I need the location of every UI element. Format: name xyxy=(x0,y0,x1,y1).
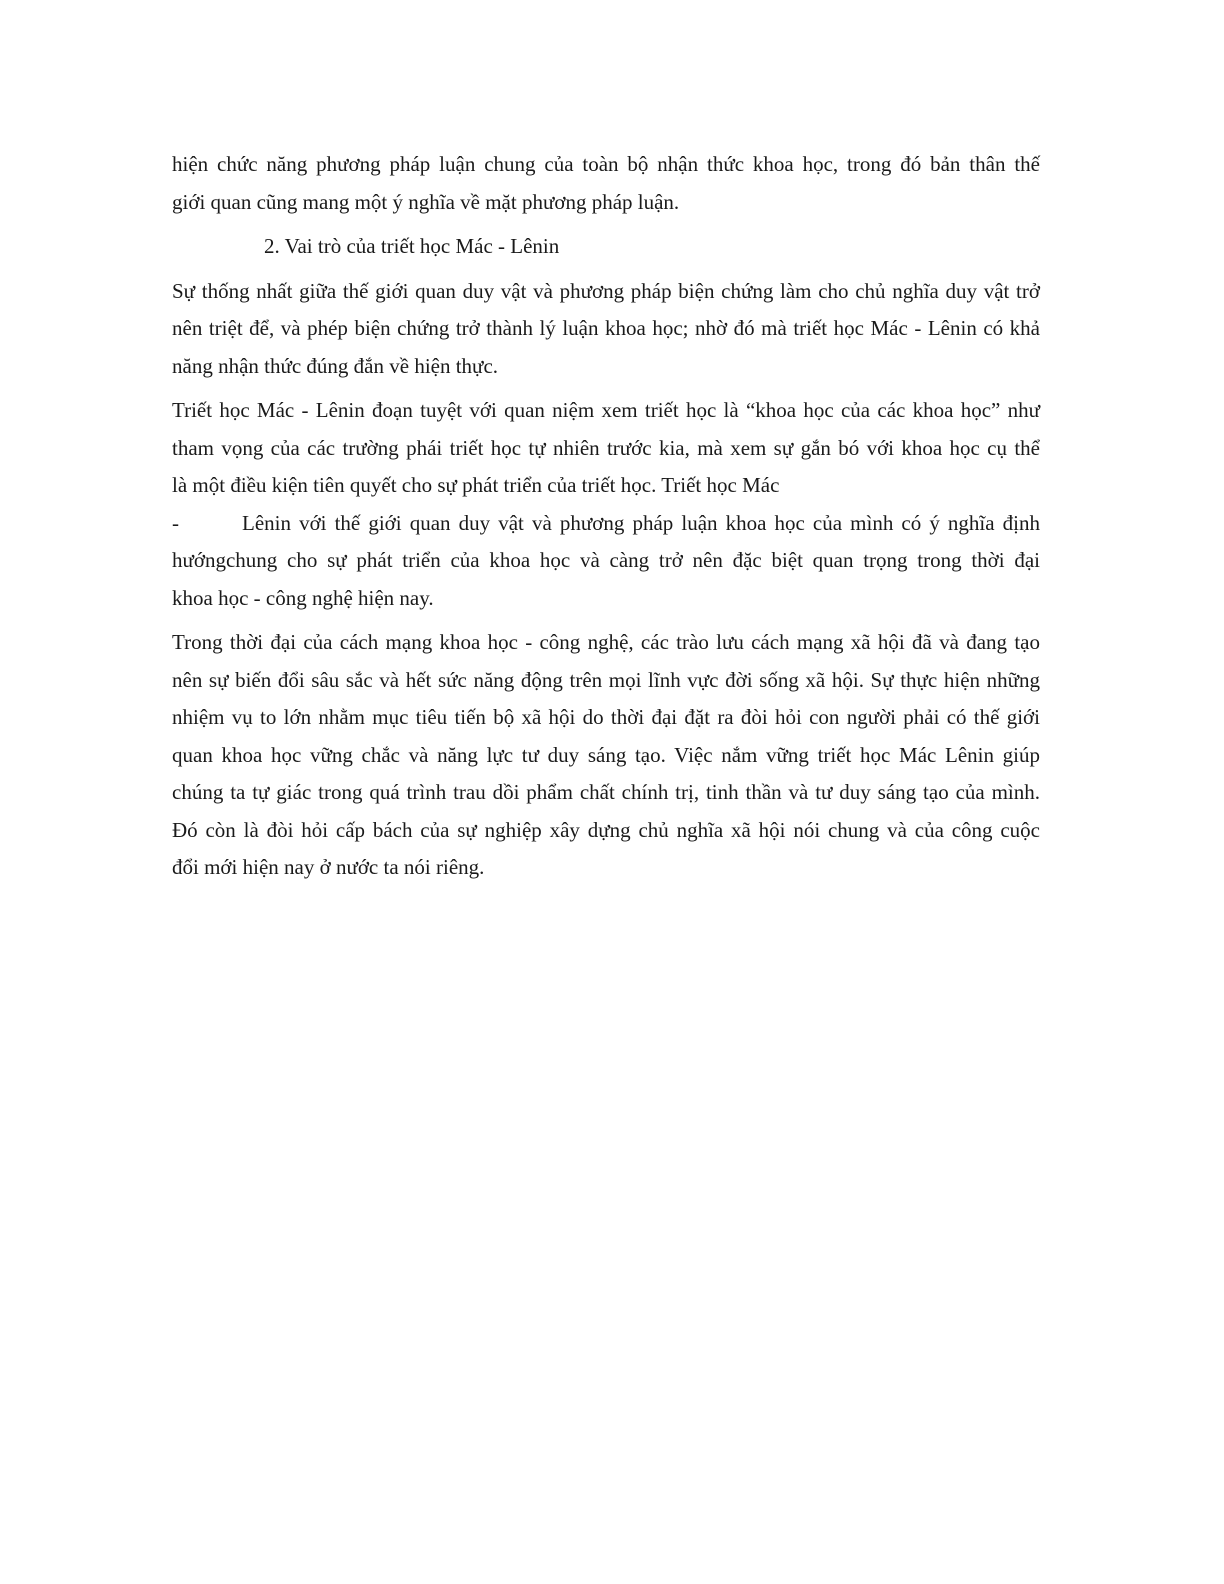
paragraph-line: Sự thống nhất giữa thế giới quan duy vật và phương pháp biện chứng làm cho chủ nghĩa duy vật trở xyxy=(172,278,1040,303)
paragraph-line: giới quan cũng mang một ý nghĩa về mặt phương pháp luận. xyxy=(172,189,680,214)
heading-text: 2. Vai trò của triết học Mác - Lênin xyxy=(264,234,560,258)
paragraph-line: hướngchung cho sự phát triển của khoa học và càng trở nên đặc biệt quan trọng trong thời đại xyxy=(172,548,1040,572)
paragraph-1 xyxy=(172,146,1040,221)
paragraph-line: Lênin với thế giới quan duy vật và phương pháp luận khoa học của mình có ý nghĩa định xyxy=(242,510,1040,535)
paragraph-line: chúng ta tự giác trong quá trình trau dồi phẩm chất chính trị, tinh thần và tư duy sáng tạo của mình. xyxy=(172,780,1040,804)
paragraph-line: nên triệt để, và phép biện chứng trở thành lý luận khoa học; nhờ đó mà triết học Mác - Lênin có khả xyxy=(172,316,1040,340)
paragraph-line: khoa học - công nghệ hiện nay. xyxy=(172,585,434,610)
paragraph-line: đổi mới hiện nay ở nước ta nói riêng. xyxy=(172,855,485,879)
paragraph-line: Trong thời đại của cách mạng khoa học - công nghệ, các trào lưu cách mạng xã hội đã và đang tạo xyxy=(172,630,1040,654)
paragraph-line: Đó còn là đòi hỏi cấp bách của sự nghiệp xây dựng chủ nghĩa xã hội nói chung và của công cuộc xyxy=(172,817,1040,842)
paragraph-line: nhiệm vụ to lớn nhằm mục tiêu tiến bộ xã hội do thời đại đặt ra đòi hỏi con người phải có thế giới xyxy=(172,705,1040,729)
paragraph-4 xyxy=(172,505,1040,618)
paragraph-line: năng nhận thức đúng đắn về hiện thực. xyxy=(172,353,499,378)
paragraph-line: Triết học Mác - Lênin đoạn tuyệt với quan niệm xem triết học là “khoa học của các khoa học” như xyxy=(172,398,1040,422)
dash-line xyxy=(172,505,1040,543)
list-dash: - xyxy=(172,510,179,535)
paragraph-line: tham vọng của các trường phái triết học tự nhiên trước kia, mà xem sự gắn bó với khoa học cụ thể xyxy=(172,435,1040,460)
paragraph-2 xyxy=(172,273,1040,386)
paragraph-line: là một điều kiện tiên quyết cho sự phát triển của triết học. Triết học Mác xyxy=(172,473,780,497)
paragraph-line: nên sự biến đổi sâu sắc và hết sức năng động trên mọi lĩnh vực đời sống xã hội. Sự thực hiện những xyxy=(172,667,1040,692)
paragraph-5 xyxy=(172,624,1040,887)
section-heading xyxy=(172,228,1040,266)
paragraph-3 xyxy=(172,392,1040,505)
body-text xyxy=(172,146,1040,887)
paragraph-line: quan khoa học vững chắc và năng lực tư duy sáng tạo. Việc nắm vững triết học Mác Lênin giúp xyxy=(172,742,1040,767)
paragraph-line: hiện chức năng phương pháp luận chung của toàn bộ nhận thức khoa học, trong đó bản thân thế xyxy=(172,152,1040,176)
